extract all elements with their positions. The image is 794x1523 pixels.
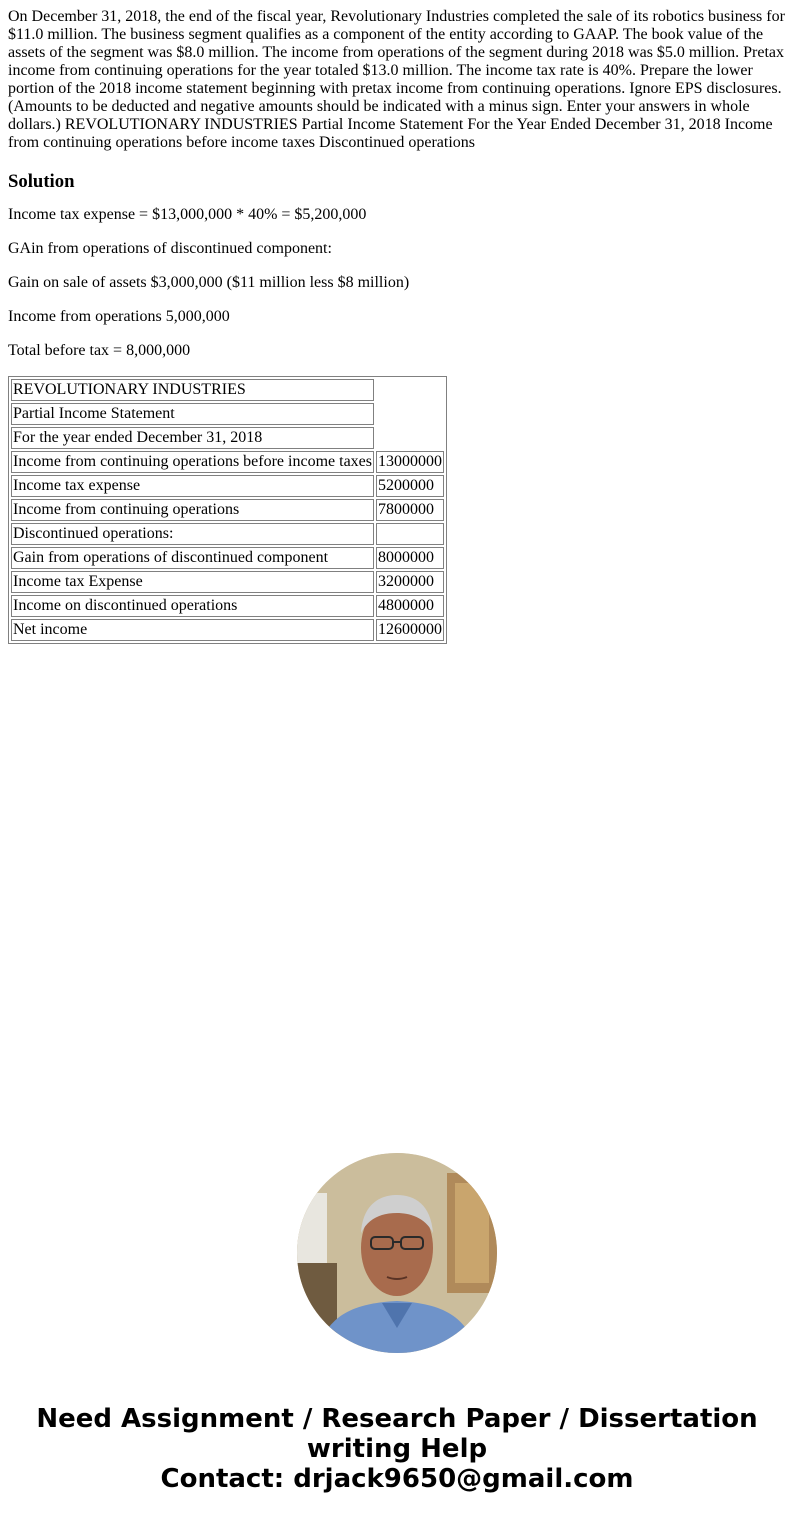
solution-step: Gain on sale of assets $3,000,000 ($11 million less $8 million) bbox=[8, 274, 410, 291]
row-amount: 8000000 bbox=[376, 547, 444, 569]
table-row bbox=[11, 571, 444, 593]
statement-company-name: REVOLUTIONARY INDUSTRIES bbox=[11, 379, 374, 401]
promo-line: writing Help bbox=[306, 1434, 488, 1464]
author-portrait-icon bbox=[297, 1153, 497, 1353]
empty-cell bbox=[376, 379, 444, 401]
row-amount: 13000000 bbox=[376, 451, 444, 473]
row-label: Discontinued operations: bbox=[11, 523, 374, 545]
solution-step: GAin from operations of discontinued component: bbox=[8, 240, 332, 257]
row-amount: 7800000 bbox=[376, 499, 444, 521]
question-text: On December 31, 2018, the end of the fiscal year, Revolutionary Industries completed the sale of its robotics business for $11.0 million. The business segment qualifies as a component of the entity according to GAAP. The book value of the assets of the segment was $8.0 million. The income from operations of the segment during 2018 was $5.0 million. Pretax income from continuing operations for the year totaled $13.0 million. The income tax rate is 40%. Prepare the lower portion of the 2018 income statement beginning with pretax income from continuing operations. Ignore EPS disclosures. (Amounts to be deducted and negative amounts should be indicated with a minus sign. Enter your answers in whole dollars.) REVOLUTIONARY INDUSTRIES Partial Income Statement For the Year Ended December 31, 2018 Income from continuing operations before income taxes Discontinued operations bbox=[8, 8, 785, 151]
row-label: Income from continuing operations bbox=[11, 499, 374, 521]
row-label: Net income bbox=[11, 619, 374, 641]
table-row bbox=[11, 379, 444, 401]
promo-banner bbox=[0, 1404, 794, 1494]
promo-contact: Contact: drjack9650@gmail.com bbox=[160, 1464, 634, 1494]
row-amount: 5200000 bbox=[376, 475, 444, 497]
promo-line: Need Assignment / Research Paper / Dissertation bbox=[36, 1404, 758, 1434]
row-label: Income from continuing operations before income taxes bbox=[11, 451, 374, 473]
author-avatar bbox=[297, 1153, 497, 1353]
table-row bbox=[11, 523, 444, 545]
solution-step: Income from operations 5,000,000 bbox=[8, 308, 230, 325]
row-label: Income on discontinued operations bbox=[11, 595, 374, 617]
table-row bbox=[11, 451, 444, 473]
solution-step: Total before tax = 8,000,000 bbox=[8, 342, 191, 359]
row-amount: 4800000 bbox=[376, 595, 444, 617]
table-row bbox=[11, 427, 444, 449]
table-row bbox=[11, 499, 444, 521]
solution-step: Income tax expense = $13,000,000 * 40% = $5,200,000 bbox=[8, 206, 367, 223]
table-row bbox=[11, 547, 444, 569]
empty-cell bbox=[376, 403, 444, 425]
statement-title: Partial Income Statement bbox=[11, 403, 374, 425]
row-label: Income tax expense bbox=[11, 475, 374, 497]
solution-heading: Solution bbox=[8, 171, 75, 192]
table-row bbox=[11, 595, 444, 617]
table-row bbox=[11, 475, 444, 497]
income-statement-table bbox=[8, 376, 447, 644]
row-amount: 3200000 bbox=[376, 571, 444, 593]
statement-period: For the year ended December 31, 2018 bbox=[11, 427, 374, 449]
row-amount: 12600000 bbox=[376, 619, 444, 641]
table-row bbox=[11, 619, 444, 641]
table-row bbox=[11, 403, 444, 425]
empty-cell bbox=[376, 427, 444, 449]
row-amount bbox=[376, 523, 444, 545]
row-label: Income tax Expense bbox=[11, 571, 374, 593]
row-label: Gain from operations of discontinued component bbox=[11, 547, 374, 569]
page-content bbox=[0, 0, 794, 652]
